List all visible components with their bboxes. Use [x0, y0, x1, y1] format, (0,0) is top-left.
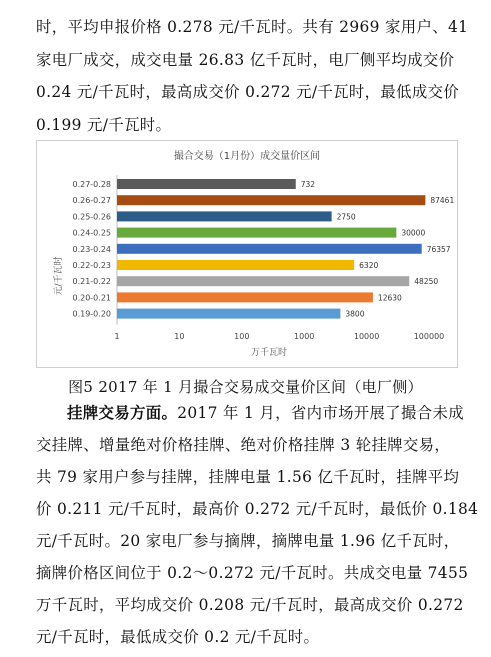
category-tick-label: 0.26-0.27 — [72, 196, 111, 206]
text-line: 时，平均申报价格 0.278 元/千瓦时。共有 2969 家用户、41 — [36, 18, 469, 36]
data-label: 732 — [300, 180, 316, 189]
category-tick-label: 0.23-0.24 — [72, 244, 111, 254]
y-axis-label: 元/千瓦时 — [54, 256, 64, 296]
x-axis-label: 万千瓦时 — [250, 348, 288, 358]
chart-plot — [37, 141, 457, 367]
text-line — [36, 403, 464, 423]
data-label: 12630 — [377, 293, 402, 303]
bar — [117, 179, 296, 189]
x-tick-label: 100 — [234, 331, 250, 341]
text-line: 元/千瓦时，最低成交价 0.2 元/千瓦时。 — [36, 628, 320, 646]
bar — [117, 244, 422, 254]
category-tick-label: 0.24-0.25 — [72, 228, 111, 238]
category-tick-label: 0.27-0.28 — [72, 180, 111, 189]
text-line: 价 0.211 元/千瓦时，最高价 0.272 元/千瓦时，最低价 0.184 — [36, 500, 479, 518]
data-label: 3800 — [345, 309, 365, 319]
text-line: 共 79 家用户参与挂牌，挂牌电量 1.56 亿千瓦时，挂牌平均 — [36, 468, 460, 486]
figure-caption: 图5 2017 年 1 月撮合交易成交量价区间（电厂侧） — [68, 378, 423, 396]
category-tick-label: 0.19-0.20 — [72, 309, 111, 319]
category-tick-label: 0.22-0.23 — [72, 261, 111, 270]
data-label: 2750 — [336, 212, 356, 222]
text-line: 摘牌价格区间位于 0.2～0.272 元/千瓦时。共成交电量 7455 — [36, 564, 469, 582]
data-label: 48250 — [414, 277, 439, 287]
text-line: 0.199 元/千瓦时。 — [36, 116, 172, 134]
data-label: 76357 — [426, 244, 451, 254]
category-tick-label: 0.25-0.26 — [72, 212, 111, 222]
bar — [117, 276, 409, 286]
bar — [117, 211, 332, 221]
chart-title: 撮合交易（1月份）成交量价区间 — [173, 151, 321, 162]
text-span: 2017 年 1 月，省内市场开展了撮合未成 — [177, 404, 464, 422]
x-tick-label: 1 — [114, 331, 120, 341]
bar — [117, 292, 373, 302]
text-line: 万千瓦时，平均成交价 0.208 元/千瓦时，最高成交价 0.272 — [36, 596, 464, 614]
x-tick-label: 100000 — [413, 331, 445, 341]
bar — [117, 195, 425, 205]
text-line: 元/千瓦时。20 家电厂参与摘牌，摘牌电量 1.96 亿千瓦时， — [36, 532, 460, 550]
data-label: 30000 — [401, 228, 426, 238]
text-line: 0.24 元/千瓦时，最高成交价 0.272 元/千瓦时，最低成交价 — [36, 83, 460, 101]
price-range-chart — [36, 140, 458, 368]
data-label: 6320 — [359, 261, 379, 270]
category-tick-label: 0.21-0.22 — [72, 277, 111, 287]
bar — [117, 228, 396, 238]
section-lead: 挂牌交易方面。 — [67, 404, 178, 422]
data-label: 87461 — [430, 196, 455, 206]
text-line: 家电厂成交，成交电量 26.83 亿千瓦时，电厂侧平均成交价 — [36, 51, 455, 69]
bar — [117, 260, 354, 270]
category-tick-label: 0.20-0.21 — [72, 293, 111, 303]
text-line: 交挂牌、增量绝对价格挂牌、绝对价格挂牌 3 轮挂牌交易， — [36, 436, 451, 454]
x-tick-label: 10 — [174, 331, 185, 341]
bar — [117, 309, 340, 319]
x-tick-label: 1000 — [294, 331, 315, 341]
x-tick-label: 10000 — [353, 331, 380, 341]
